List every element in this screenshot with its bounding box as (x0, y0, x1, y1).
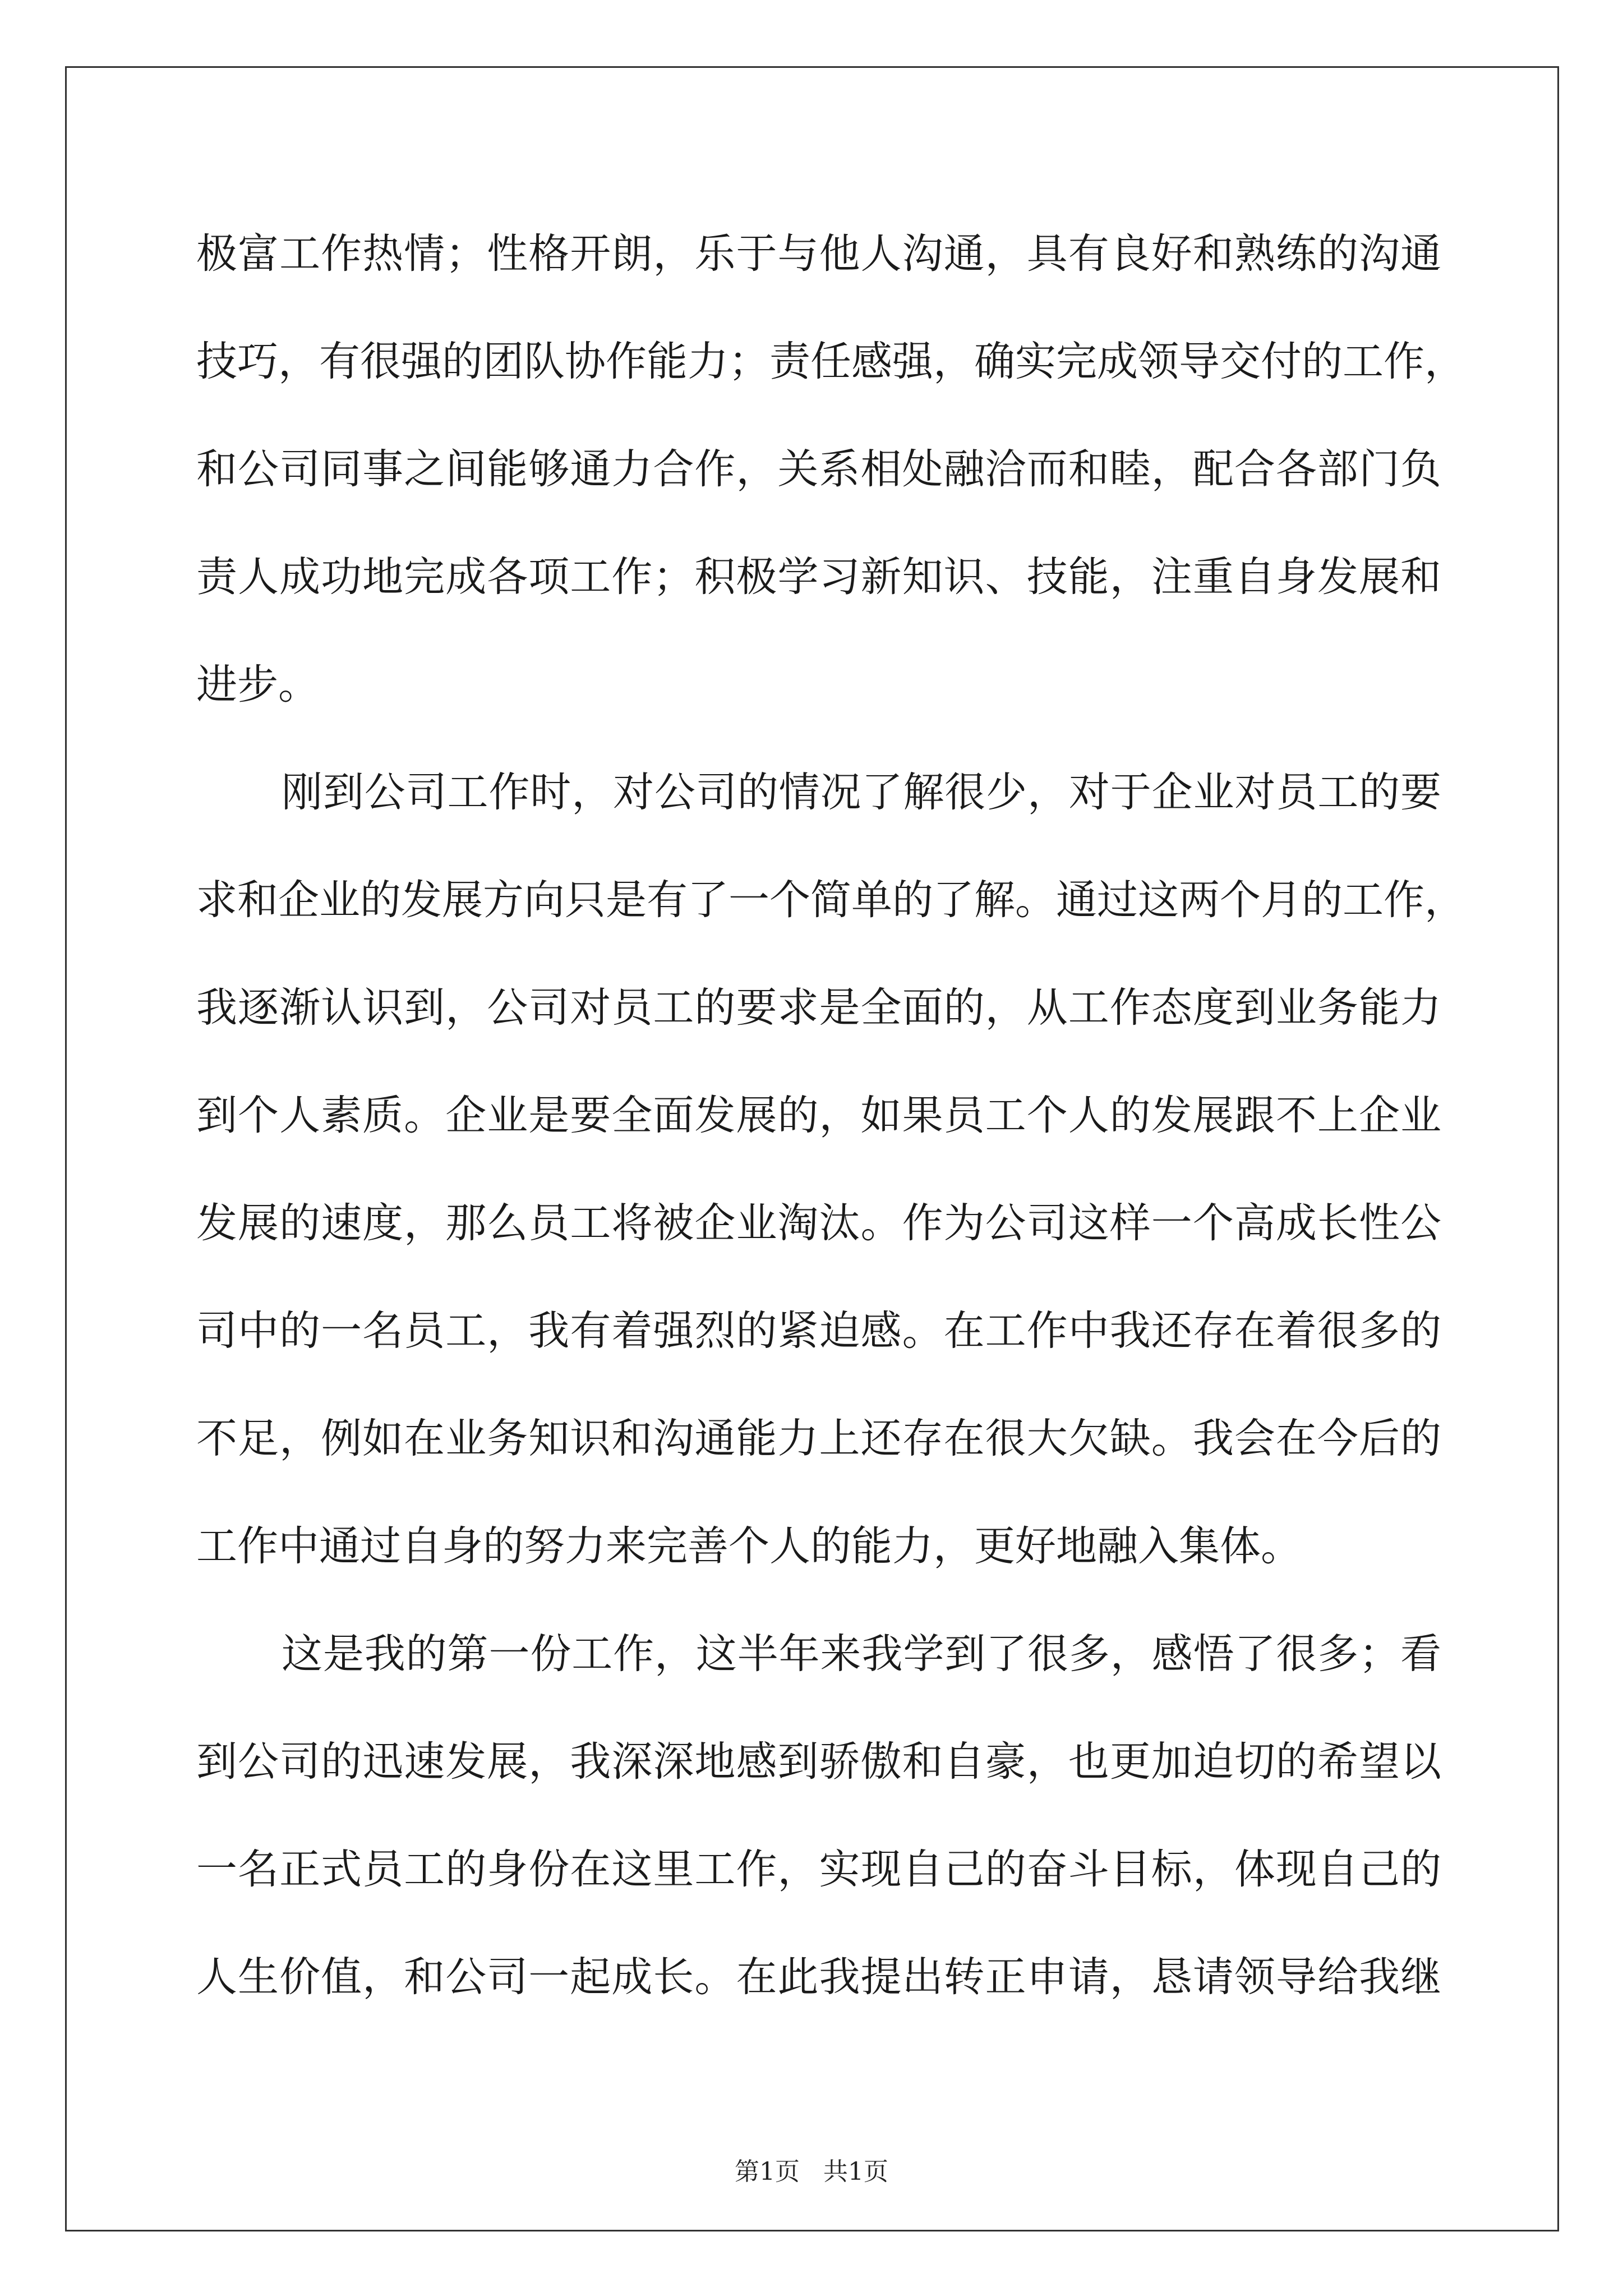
text-line: 进步。 (196, 661, 319, 708)
text-line: 一名正式员工的身份在这里工作，实现自己的奋斗目标，体现自己的 (196, 1846, 1441, 1893)
text-line: 我逐渐认识到，公司对员工的要求是全面的，从工作态度到业务能力 (196, 984, 1441, 1032)
text-line: 到个人素质。企业是要全面发展的，如果员工个人的发展跟不上企业 (196, 1092, 1441, 1139)
page-footer: 第1页 共1页 (735, 2157, 888, 2186)
text-line: 责人成功地完成各项工作；积极学习新知识、技能，注重自身发展和 (196, 553, 1441, 601)
text-line: 和公司同事之间能够通力合作，关系相处融洽而和睦，配合各部门负 (196, 445, 1441, 493)
text-line: 求和企业的发展方向只是有了一个简单的了解。通过这两个月的工作， (196, 876, 1465, 924)
text-line: 司中的一名员工，我有着强烈的紧迫感。在工作中我还存在着很多的 (196, 1307, 1441, 1355)
text-line: 不足，例如在业务知识和沟通能力上还存在很大欠缺。我会在今后的 (196, 1415, 1441, 1462)
document-body (196, 219, 1465, 2050)
text-line: 这是我的第一份工作，这半年来我学到了很多，感悟了很多；看 (282, 1630, 1441, 1678)
text-line: 刚到公司工作时，对公司的情况了解很少，对于企业对员工的要 (282, 769, 1441, 816)
text-line: 发展的速度，那么员工将被企业淘汰。作为公司这样一个高成长性公 (196, 1199, 1441, 1247)
text-line: 极富工作热情；性格开朗，乐于与他人沟通，具有良好和熟练的沟通 (196, 230, 1441, 278)
text-line: 到公司的迅速发展，我深深地感到骄傲和自豪，也更加迫切的希望以 (196, 1738, 1441, 1786)
text-line: 技巧，有很强的团队协作能力；责任感强，确实完成领导交付的工作， (196, 338, 1465, 385)
text-line: 人生价值，和公司一起成长。在此我提出转正申请，恳请领导给我继 (196, 1953, 1441, 2001)
text-line: 工作中通过自身的努力来完善个人的能力，更好地融入集体。 (196, 1522, 1302, 1570)
